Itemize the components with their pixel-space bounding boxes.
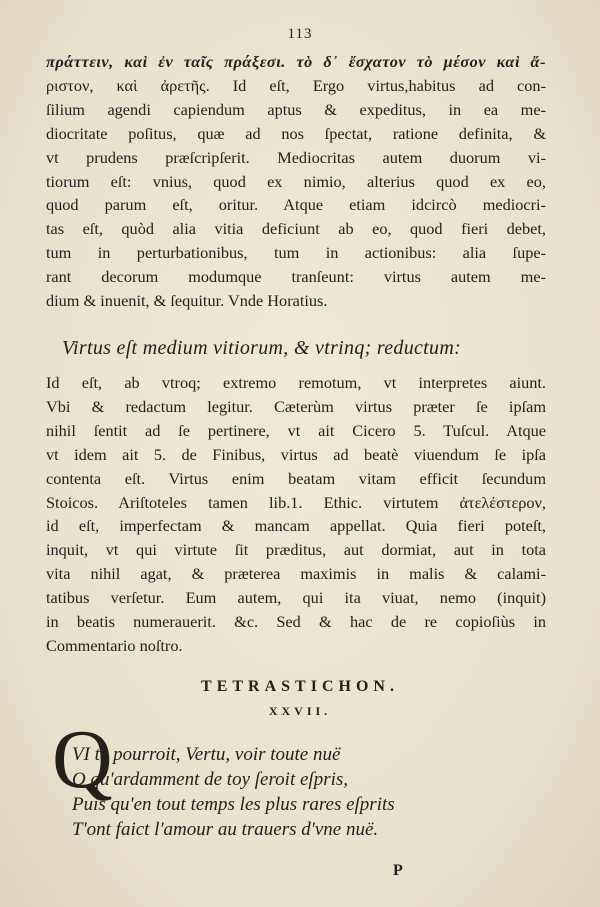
- page-number: 113: [287, 26, 313, 42]
- tetrastichon-heading: TETRASTICHON.: [201, 678, 399, 695]
- poem-line: O qu'ardamment de toy ſeroit eſpris,: [72, 769, 349, 790]
- text-line: inquit, vt qui virtute ſit præditus, aut dormiat, aut in tota: [46, 540, 546, 560]
- text-line: vt prudens præſcripſerit. Mediocritas autem duorum vi-: [46, 147, 546, 167]
- text-line: quod parum eſt, oritur. Atque etiam idcircò mediocri-: [46, 195, 546, 215]
- tetrastichon-number: XXVII.: [268, 704, 332, 718]
- commentary-block-1: [46, 50, 546, 313]
- text-line: πράττειν, καὶ ἐν ταῖς πράξεσι. τὸ δ᾽ ἔσχατον τὸ μέσον καὶ ἄ-: [46, 52, 546, 71]
- poem-line: T'ont faict l'amour au trauers d'vne nuë.: [72, 819, 379, 840]
- text-line: vita nihil agat, & præterea maximis in malis & calami-: [46, 564, 546, 584]
- text-line: in beatis numerauerit. &c. Sed & hac de re copioſiùs in: [46, 612, 546, 632]
- text-line: id eſt, imperfectam & mancam appellat. Quia fieri poteſt,: [46, 516, 546, 536]
- text-line: vt idem ait 5. de Finibus, virtus ad beatè viuendum ſe ipſa: [46, 444, 546, 464]
- text-line: Id eſt, ab vtroq; extremo remotum, vt interpretes aiunt.: [46, 373, 546, 392]
- text-line: nihil ſentit ad ſe pertinere, vt ait Cicero 5. Tuſcul. Atque: [46, 420, 546, 440]
- text-line: contenta eſt. Virtus enim beatam vitam efficit ſecundum: [46, 468, 546, 488]
- text-line: rant decorum modumque tranſeunt: virtus autem me-: [46, 267, 546, 287]
- text-line: tas eſt, quòd alia vitia deficiunt ab eo, quod fieri debet,: [46, 219, 546, 239]
- commentary-block-2: [46, 371, 546, 658]
- text-line: ριστον, καὶ ἀρετῆς. Id eſt, Ergo virtus,habitus ad con-: [46, 75, 546, 95]
- poem-line: Puis qu'en tout temps les plus rares eſprits: [72, 794, 395, 815]
- catchword: P: [393, 862, 403, 879]
- french-quatrain: [72, 742, 532, 842]
- text-line: tum in perturbationibus, tum in actionibus: alia ſupe-: [46, 243, 546, 263]
- text-line: Commentario noſtro.: [46, 635, 183, 655]
- text-line: Vbi & redactum legitur. Cæterùm virtus præter ſe ipſam: [46, 396, 546, 416]
- poem-line: VI te pourroit, Vertu, voir toute nuë: [72, 744, 341, 765]
- text-line: tatibus verſetur. Eum autem, qui ita viuat, nemo (inquit): [46, 588, 546, 608]
- text-line: Stoicos. Ariſtoteles tamen lib.1. Ethic. virtutem ἀτελέστερον,: [46, 492, 546, 512]
- text-line: ſilium agendi capiendum aptus & expeditus, in ea me-: [46, 99, 546, 119]
- text-line: tiorum eſt: vnius, quod ex nimio, alterius quod ex eo,: [46, 171, 546, 191]
- drop-cap: Q: [52, 713, 113, 806]
- text-line: dium & inuenit, & ſequitur. Vnde Horatius.: [46, 291, 328, 311]
- text-line: diocritate poſitus, quæ ad nos ſpectat, ratione definita, &: [46, 123, 546, 143]
- horace-verse: Virtus eſt medium vitiorum, & vtrinq; reductum:: [62, 337, 462, 359]
